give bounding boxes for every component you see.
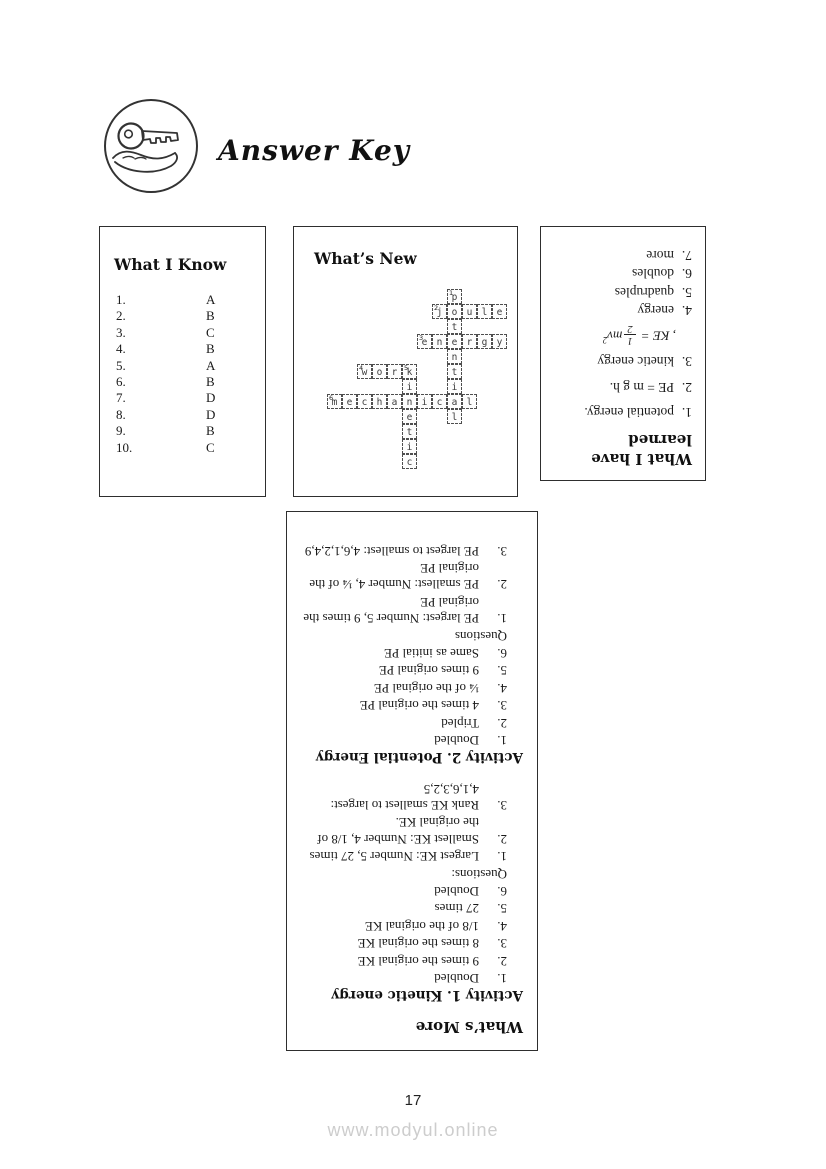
crossword-cell xyxy=(402,394,417,409)
list-item-number: 3. xyxy=(497,543,507,559)
crossword-cell xyxy=(402,454,417,469)
crossword-cell xyxy=(417,394,432,409)
crossword-cell xyxy=(432,334,447,349)
crossword-cell xyxy=(447,289,462,304)
crossword-letter: w xyxy=(361,367,368,378)
crossword-letter: l xyxy=(451,412,458,423)
list-item xyxy=(299,917,523,933)
questions-label: Questions xyxy=(455,628,507,644)
crossword-clue-number: 1 xyxy=(449,289,454,297)
list-item-text: Same as initial PE xyxy=(384,646,479,662)
crossword-letter: e xyxy=(346,397,353,408)
list-item-text: PE largest to smallest: 4,6,1,2,4,9 xyxy=(304,543,479,559)
crossword-cell xyxy=(342,394,357,409)
whats-more-title: What’s More xyxy=(415,1018,523,1036)
learned-item-text: kinetic energy xyxy=(597,354,674,370)
crossword-letter: t xyxy=(451,322,458,333)
crossword-cell xyxy=(387,394,402,409)
key-in-hand-icon xyxy=(101,96,201,196)
kinetic-energy-formula xyxy=(551,324,676,347)
learned-title-line2: learned xyxy=(628,431,692,449)
crossword-letter: t xyxy=(406,427,413,438)
answer-row xyxy=(114,292,251,308)
formula-exponent: 2 xyxy=(602,335,608,346)
learned-item xyxy=(551,303,692,319)
crossword-letter: k xyxy=(406,367,413,378)
answer-number: 6. xyxy=(116,373,126,389)
learned-item-text: PE = m g h. xyxy=(609,380,674,395)
learned-item xyxy=(551,354,692,370)
answer-row xyxy=(114,308,251,324)
list-item-number: 1. xyxy=(497,971,507,986)
list-item-number: 3. xyxy=(497,698,507,714)
crossword-letter: l xyxy=(466,397,473,408)
list-item-number: 1. xyxy=(497,849,507,865)
list-item-number: 2. xyxy=(497,831,507,847)
what-i-know-title: What I Know xyxy=(114,255,227,274)
answer-row xyxy=(114,407,251,423)
crossword-clue-number: 6 xyxy=(329,394,334,402)
crossword-cell xyxy=(402,409,417,424)
answer-letter: D xyxy=(206,406,216,422)
activity-heading: Activity 1. Kinetic energy xyxy=(331,987,523,1003)
list-item-number: 4. xyxy=(497,680,507,696)
crossword-letter: c xyxy=(361,397,368,408)
list-item-text: 27 times xyxy=(434,901,479,917)
crossword-letter: o xyxy=(376,367,383,378)
questions-label: Questions: xyxy=(451,866,507,882)
list-item-text: 1/8 of the original KE xyxy=(364,918,479,934)
answer-letter: B xyxy=(206,341,215,357)
crossword-cell xyxy=(462,394,477,409)
learned-item-number: 4. xyxy=(681,303,692,319)
list-item xyxy=(299,780,523,813)
crossword-cell xyxy=(447,319,462,334)
list-item-text: PE smallest: Number 4, ¼ of the original PE xyxy=(309,561,479,593)
learned-item-number: 7. xyxy=(681,248,692,263)
learned-item-number: 3. xyxy=(681,354,692,370)
learned-items-2 xyxy=(551,247,692,319)
learned-item-number: 5. xyxy=(681,285,692,300)
answer-letter: B xyxy=(206,373,215,389)
answer-row xyxy=(114,440,251,456)
whats-more-box xyxy=(286,511,538,1051)
page-title: Answer Key xyxy=(218,134,411,167)
list-item-text: 9 times the original KE xyxy=(357,953,479,969)
list-item xyxy=(299,935,523,951)
formula-tail: mv xyxy=(607,329,623,345)
list-item-text: Largest KE: Number 5, 27 times xyxy=(309,849,479,865)
crossword-cell xyxy=(492,304,507,319)
list-item xyxy=(299,714,523,730)
crossword-clue-number: 4 xyxy=(359,364,364,372)
crossword-letter: y xyxy=(496,337,503,348)
answer-row xyxy=(114,390,251,406)
answer-number: 5. xyxy=(116,357,126,373)
crossword-cell xyxy=(387,364,402,379)
crossword-letter: e xyxy=(451,337,458,348)
list-item-number: 5. xyxy=(497,901,507,917)
list-item xyxy=(299,697,523,713)
answer-letter: B xyxy=(206,308,215,324)
crossword-clue-number: 2 xyxy=(434,304,439,312)
list-item xyxy=(299,848,523,864)
crossword-letter: r xyxy=(391,367,398,378)
crossword-cell xyxy=(462,304,477,319)
crossword-cell xyxy=(432,304,447,319)
list-item xyxy=(299,883,523,899)
crossword-cell xyxy=(477,304,492,319)
crossword-letter: m xyxy=(331,397,338,408)
list-item-text: Doubled xyxy=(434,883,479,899)
answer-row xyxy=(114,341,251,357)
crossword-letter: i xyxy=(406,382,413,393)
list-item-text: PE largest: Number 5, 9 times the original PE xyxy=(303,594,479,627)
crossword-letter: l xyxy=(481,307,488,318)
answer-row xyxy=(114,325,251,341)
learned-item-number: 6. xyxy=(681,266,692,282)
answer-number: 1. xyxy=(116,292,126,307)
list-item-number: 3. xyxy=(497,936,507,952)
crossword-cell xyxy=(447,304,462,319)
crossword-cell xyxy=(402,379,417,394)
crossword-letter: c xyxy=(436,397,443,408)
learned-item xyxy=(551,379,692,395)
formula-pre: , KE = xyxy=(640,329,676,345)
crossword-letter: e xyxy=(421,337,428,348)
crossword-cell xyxy=(462,334,477,349)
answer-letter: A xyxy=(206,357,216,373)
list-item-number: 2. xyxy=(497,577,507,593)
learned-item xyxy=(551,284,692,300)
list-item-text: 9 times original PE xyxy=(378,663,479,679)
fraction-numerator: 1 xyxy=(624,335,635,347)
crossword-letter: g xyxy=(481,337,488,348)
learned-item-number: 1. xyxy=(681,405,692,421)
fraction-denominator: 2 xyxy=(627,323,633,335)
learned-item-text: more xyxy=(646,248,674,263)
list-item xyxy=(299,560,523,593)
crossword-letter: p xyxy=(451,292,458,303)
list-item-text: Tripled xyxy=(441,715,479,731)
crossword-cell xyxy=(432,394,447,409)
list-item-number: 3. xyxy=(497,797,507,813)
crossword-cell xyxy=(492,334,507,349)
learned-item-text: potential energy. xyxy=(584,405,674,421)
list-item-number: 5. xyxy=(497,663,507,679)
list-item-number: 1. xyxy=(497,611,507,627)
crossword-letter: i xyxy=(421,397,428,408)
answer-row xyxy=(114,374,251,390)
list-item-number: 4. xyxy=(497,918,507,934)
what-i-have-learned-box xyxy=(540,226,706,481)
answer-number: 2. xyxy=(116,308,126,324)
crossword-letter: n xyxy=(451,352,458,363)
list-item xyxy=(299,542,523,558)
list-item-number: 2. xyxy=(497,953,507,969)
crossword-letter: e xyxy=(496,307,503,318)
learned-item xyxy=(551,405,692,421)
crossword-cell xyxy=(447,349,462,364)
crossword-letter: c xyxy=(406,457,413,468)
list-item xyxy=(299,952,523,968)
answer-list xyxy=(114,292,251,456)
answer-number: 3. xyxy=(116,324,126,340)
answer-letter: C xyxy=(206,324,215,340)
answer-number: 10. xyxy=(116,439,133,455)
crossword-cell xyxy=(402,439,417,454)
answer-letter: C xyxy=(206,439,215,455)
page-number: 17 xyxy=(404,1092,422,1109)
whats-new-title: What’s New xyxy=(314,249,417,268)
answer-letter: B xyxy=(206,423,215,439)
crossword-cell xyxy=(447,379,462,394)
crossword-letter: i xyxy=(451,382,458,393)
learned-item xyxy=(551,266,692,282)
learned-items xyxy=(551,354,692,421)
list-item xyxy=(299,900,523,916)
list-item-text: ¼ of the original PE xyxy=(373,680,479,696)
list-item xyxy=(299,732,523,748)
watermark: www.modyul.online xyxy=(327,1120,499,1140)
answer-number: 7. xyxy=(116,390,126,406)
answer-letter: A xyxy=(206,292,216,307)
crossword-letter: i xyxy=(406,442,413,453)
list-item-text: Smallest KE: Number 4, 1/8 of the original KE. xyxy=(317,815,479,847)
list-item-text: Doubled xyxy=(434,971,479,986)
crossword-letter: r xyxy=(466,337,473,348)
crossword-cell xyxy=(357,394,372,409)
crossword-letter: n xyxy=(406,397,413,408)
learned-item-text: doubles xyxy=(632,266,674,282)
crossword-letter: a xyxy=(451,397,458,408)
learned-item-text: energy xyxy=(637,303,674,319)
learned-item-text: quadruples xyxy=(614,285,674,300)
learned-item xyxy=(551,247,692,263)
crossword-letter: n xyxy=(436,337,443,348)
list-item xyxy=(299,645,523,661)
crossword-cell xyxy=(402,364,417,379)
list-item-text: Doubled xyxy=(434,733,479,749)
crossword-cell xyxy=(477,334,492,349)
answer-letter: D xyxy=(206,390,216,406)
list-item xyxy=(299,680,523,696)
learned-item-number: 2. xyxy=(681,380,692,395)
answer-number: 4. xyxy=(116,341,126,357)
list-item-number: 6. xyxy=(497,646,507,662)
crossword-letter: o xyxy=(451,307,458,318)
formula-fraction xyxy=(624,324,635,347)
list-item xyxy=(299,970,523,986)
crossword-cell xyxy=(417,334,432,349)
list-item-text: 4 times the original PE xyxy=(359,698,479,714)
crossword-letter: u xyxy=(466,307,473,318)
crossword-grid xyxy=(327,289,509,471)
crossword-letter: t xyxy=(451,367,458,378)
list-item-text: 8 times the original KE xyxy=(357,936,479,952)
crossword-cell xyxy=(372,364,387,379)
answer-row xyxy=(114,423,251,439)
crossword-letter: j xyxy=(436,307,443,318)
crossword-cell xyxy=(447,394,462,409)
list-item-text: Rank KE smallest to largest: 4,1,6,3,2,5 xyxy=(330,781,479,813)
crossword-cell xyxy=(372,394,387,409)
what-i-know-box xyxy=(99,226,266,497)
crossword-cell xyxy=(447,334,462,349)
list-item xyxy=(299,593,523,626)
crossword-clue-number: 3 xyxy=(419,334,424,342)
list-item-number: 2. xyxy=(497,715,507,731)
activity-heading: Activity 2. Potential Energy xyxy=(315,749,523,766)
learned-title-line1: What I have xyxy=(591,450,692,468)
answer-number: 8. xyxy=(116,406,126,422)
crossword-letter: e xyxy=(406,412,413,423)
crossword-cell xyxy=(402,424,417,439)
whats-new-box xyxy=(293,226,518,497)
answer-number: 9. xyxy=(116,423,126,439)
list-item-number: 1. xyxy=(497,733,507,749)
crossword-cell xyxy=(327,394,342,409)
crossword-cell xyxy=(357,364,372,379)
crossword-clue-number: 5 xyxy=(404,364,409,372)
list-item xyxy=(299,814,523,847)
crossword-letter: h xyxy=(376,397,383,408)
crossword-cell xyxy=(447,409,462,424)
crossword-letter: a xyxy=(391,397,398,408)
whats-more-sections xyxy=(299,542,523,1003)
crossword-cell xyxy=(447,364,462,379)
list-item-number: 6. xyxy=(497,883,507,899)
answer-row xyxy=(114,358,251,374)
list-item xyxy=(299,662,523,678)
